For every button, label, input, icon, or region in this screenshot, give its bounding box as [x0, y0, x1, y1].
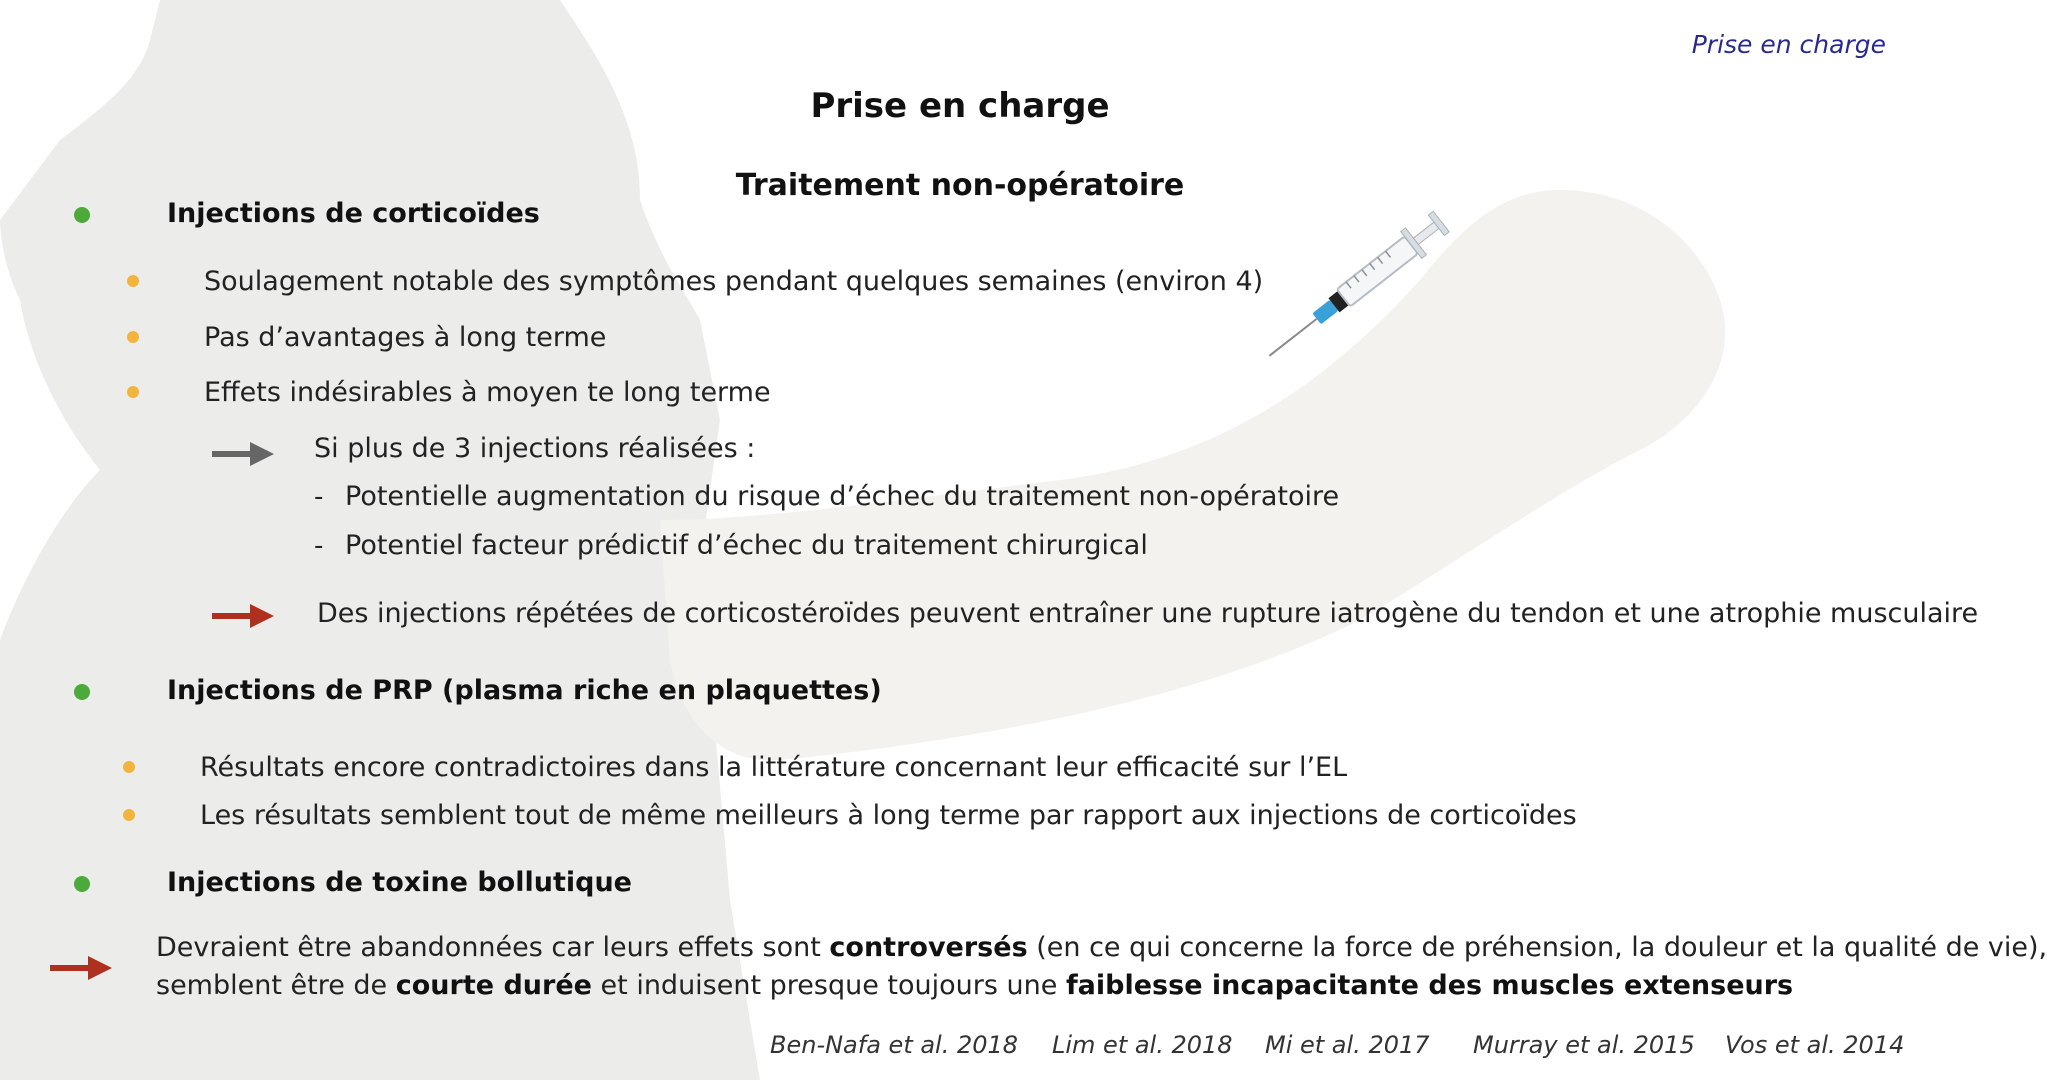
page-title: Prise en charge	[810, 86, 1110, 126]
bullet-icon	[123, 809, 135, 821]
emphasis-controverses: controversés	[829, 932, 1028, 963]
arrow-right-icon	[50, 954, 112, 982]
section-heading-corticoides: Injections de corticoïdes	[167, 198, 540, 229]
bullet-icon	[74, 207, 90, 223]
reference-citation: Murray et al. 2015	[1473, 1031, 1695, 1059]
bullet-icon	[127, 331, 139, 343]
arrow-right-icon	[212, 440, 274, 468]
dash-marker: -	[314, 482, 324, 512]
reference-citation: Vos et al. 2014	[1725, 1031, 1905, 1059]
reference-citation: Mi et al. 2017	[1265, 1031, 1430, 1059]
section-heading-prp: Injections de PRP (plasma riche en plaquettes)	[167, 675, 882, 706]
reference-citation: Lim et al. 2018	[1052, 1031, 1233, 1059]
bullet-icon	[127, 386, 139, 398]
page-subtitle: Traitement non-opératoire	[735, 168, 1185, 203]
arrow-note: Si plus de 3 injections réalisées :	[314, 433, 756, 464]
list-item: Soulagement notable des symptômes pendant quelques semaines (environ 4)	[204, 266, 1264, 297]
bullet-icon	[127, 275, 139, 287]
dash-marker: -	[314, 531, 324, 561]
bullet-icon	[74, 684, 90, 700]
section-heading-toxine: Injections de toxine bollutique	[167, 867, 632, 898]
bullet-icon	[74, 876, 90, 892]
arrow-right-icon	[212, 602, 274, 630]
list-item: Les résultats semblent tout de même meilleurs à long terme par rapport aux injections de corticoïdes	[200, 800, 1577, 831]
list-item: Résultats encore contradictoires dans la littérature concernant leur efficacité sur l’EL	[200, 752, 1348, 783]
dash-item: Potentielle augmentation du risque d’échec du traitement non-opératoire	[345, 481, 1340, 512]
conclusion-line-1: Devraient être abandonnées car leurs effets sont controversés (en ce qui concerne la force de préhension, la douleur et la qualité de vie),	[156, 932, 2047, 963]
emphasis-courte-duree: courte durée	[395, 970, 592, 1001]
warning-text: Des injections répétées de corticostéroïdes peuvent entraîner une rupture iatrogène du tendon et une atrophie musculaire	[317, 598, 1979, 629]
dash-item: Potentiel facteur prédictif d’échec du traitement chirurgical	[345, 530, 1148, 561]
emphasis-faiblesse: faiblesse incapacitante des muscles extenseurs	[1065, 970, 1794, 1001]
bullet-icon	[123, 761, 135, 773]
syringe-icon	[1265, 200, 1455, 370]
conclusion-text	[156, 929, 2047, 1005]
reference-citation: Ben-Nafa et al. 2018	[770, 1031, 1019, 1059]
conclusion-line-2: semblent être de courte durée et induisent presque toujours une faiblesse incapacitante des muscles extenseurs	[156, 970, 1794, 1001]
corner-section-title: Prise en charge	[1691, 30, 1886, 59]
list-item: Effets indésirables à moyen te long terme	[204, 377, 771, 408]
list-item: Pas d’avantages à long terme	[204, 322, 607, 353]
